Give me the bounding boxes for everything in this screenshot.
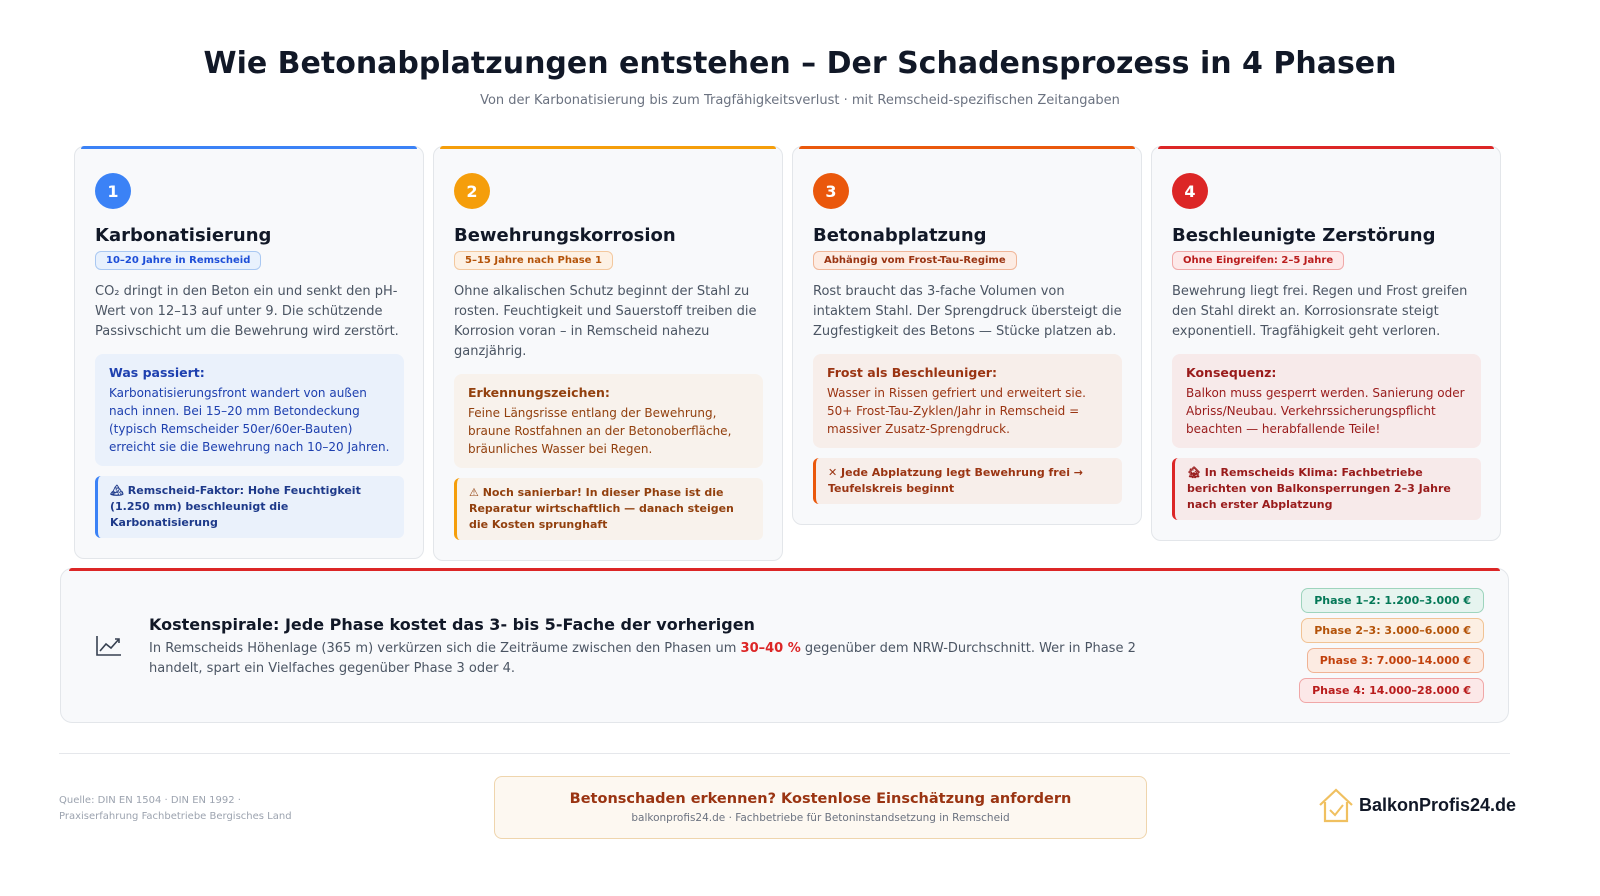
phase-number-badge: 1 — [95, 173, 131, 209]
cost-text-part: In Remscheids Höhenlage (365 m) verkürzen sich die Zeiträume zwischen den Phasen um — [149, 641, 741, 656]
info-box-text: Wasser in Rissen gefriert und erweitert sie. 50+ Frost-Tau-Zyklen/Jahr in Remscheid = massiver Zusatz-Sprengdruck. — [827, 386, 1086, 436]
info-box-text: Balkon muss gesperrt werden. Sanierung oder Abriss/Neubau. Verkehrssicherungspflicht beachten — herabfallende Teile! — [1186, 386, 1465, 436]
cost-spiral-text — [149, 639, 1139, 679]
source-note — [59, 793, 339, 825]
phase-card-4 — [1151, 146, 1501, 541]
phase-card-1 — [74, 146, 424, 559]
info-box-title: Konsequenz: — [1186, 365, 1277, 380]
phase-info-box — [813, 354, 1122, 448]
phase-card-3 — [792, 146, 1142, 525]
cta-title: Betonschaden erkennen? Kostenlose Einschätzung anfordern — [569, 791, 1072, 807]
cost-pill-phase-4: Phase 4: 14.000–28.000 € — [1299, 678, 1484, 703]
phase-number-badge: 4 — [1172, 173, 1208, 209]
phase-duration-badge: 10–20 Jahre in Remscheid — [95, 251, 261, 270]
phase-note: 🏔 Remscheid-Faktor: Hohe Feuchtigkeit (1.250 mm) beschleunigt die Karbonatisierung — [95, 476, 404, 538]
phase-duration-badge: Abhängig vom Frost-Tau-Regime — [813, 251, 1017, 270]
cost-pill-phase-3: Phase 3: 7.000–14.000 € — [1307, 648, 1484, 673]
source-line: Quelle: DIN EN 1504 · DIN EN 1992 · — [59, 795, 241, 806]
info-box-title: Erkennungszeichen: — [468, 385, 610, 400]
phase-duration-badge: Ohne Eingreifen: 2–5 Jahre — [1172, 251, 1344, 270]
cta-button[interactable] — [494, 776, 1147, 839]
phase-description: Ohne alkalischen Schutz beginnt der Stahl zu rosten. Feuchtigkeit und Sauerstoff treiben die Korrosion voran – in Remscheid nahezu ganzjährig. — [454, 284, 757, 359]
phase-card-2 — [433, 146, 783, 561]
page-subtitle: Von der Karbonatisierung bis zum Tragfähigkeitsverlust · mit Remscheid-spezifischen Zeitangaben — [480, 93, 1120, 108]
brand-logo[interactable] — [1317, 786, 1516, 824]
phase-duration-badge: 5–15 Jahre nach Phase 1 — [454, 251, 613, 270]
phase-title: Beschleunigte Zerstörung — [1172, 225, 1436, 246]
phase-description: CO₂ dringt in den Beton ein und senkt den pH-Wert von 12–13 auf unter 9. Die schützende Passivschicht um die Bewehrung wird zerstört. — [95, 284, 399, 339]
phase-info-box — [454, 374, 763, 468]
cost-pill-phase-1-2: Phase 1–2: 1.200–3.000 € — [1301, 588, 1484, 613]
info-box-text: Feine Längsrisse entlang der Bewehrung, braune Rostfahnen an der Betonoberfläche, bräunliches Wasser bei Regen. — [468, 406, 732, 456]
house-check-icon — [1317, 786, 1355, 824]
cost-pill-list — [1299, 588, 1484, 703]
phase-title: Bewehrungskorrosion — [454, 225, 676, 246]
page-title: Wie Betonabplatzungen entstehen – Der Schadensprozess in 4 Phasen — [203, 46, 1397, 81]
cost-highlight: 30–40 % — [740, 641, 801, 656]
phase-info-box — [95, 354, 404, 466]
phase-number-badge: 2 — [454, 173, 490, 209]
cta-subtitle: balkonprofis24.de · Fachbetriebe für Betoninstandsetzung in Remscheid — [631, 812, 1010, 824]
phase-description: Bewehrung liegt frei. Regen und Frost greifen den Stahl direkt an. Korrosionsrate steigt exponentiell. Tragfähigkeit geht verloren. — [1172, 284, 1468, 339]
footer-divider — [59, 753, 1510, 754]
phase-note: ⚠ Noch sanierbar! In dieser Phase ist die Reparatur wirtschaftlich — danach steigen die Kosten sprunghaft — [454, 478, 763, 540]
chart-line-icon — [95, 635, 123, 657]
phase-info-box — [1172, 354, 1481, 448]
phase-note: 🏚 In Remscheids Klima: Fachbetriebe berichten von Balkonsperrungen 2–3 Jahre nach erster Abplatzung — [1172, 458, 1481, 520]
info-box-title: Frost als Beschleuniger: — [827, 365, 997, 380]
phase-note: ✕ Jede Abplatzung legt Bewehrung frei → Teufelskreis beginnt — [813, 458, 1122, 504]
cost-text-part: gegenüber dem NRW-Durchschnitt. Wer in Phase 2 handelt, spart ein Vielfaches gegenüber Phase 3 oder 4. — [149, 641, 1136, 676]
cost-spiral-panel — [60, 568, 1509, 723]
cost-spiral-title: Kostenspirale: Jede Phase kostet das 3- bis 5-Fache der vorherigen — [149, 615, 755, 634]
cost-pill-phase-2-3: Phase 2–3: 3.000–6.000 € — [1301, 618, 1484, 643]
phase-description: Rost braucht das 3-fache Volumen von intaktem Stahl. Der Sprengdruck übersteigt die Zugfestigkeit des Betons — Stücke platzen ab. — [813, 284, 1122, 339]
info-box-text: Karbonatisierungsfront wandert von außen nach innen. Bei 15–20 mm Betondeckung (typisch Remscheider 50er/60er-Bauten) erreicht sie die Bewehrung nach 10–20 Jahren. — [109, 386, 390, 454]
info-box-title: Was passiert: — [109, 365, 205, 380]
source-line: Praxiserfahrung Fachbetriebe Bergisches Land — [59, 811, 292, 822]
phase-number-badge: 3 — [813, 173, 849, 209]
phase-title: Karbonatisierung — [95, 225, 272, 246]
phase-title: Betonabplatzung — [813, 225, 987, 246]
logo-text: BalkonProfis24.de — [1359, 794, 1517, 815]
